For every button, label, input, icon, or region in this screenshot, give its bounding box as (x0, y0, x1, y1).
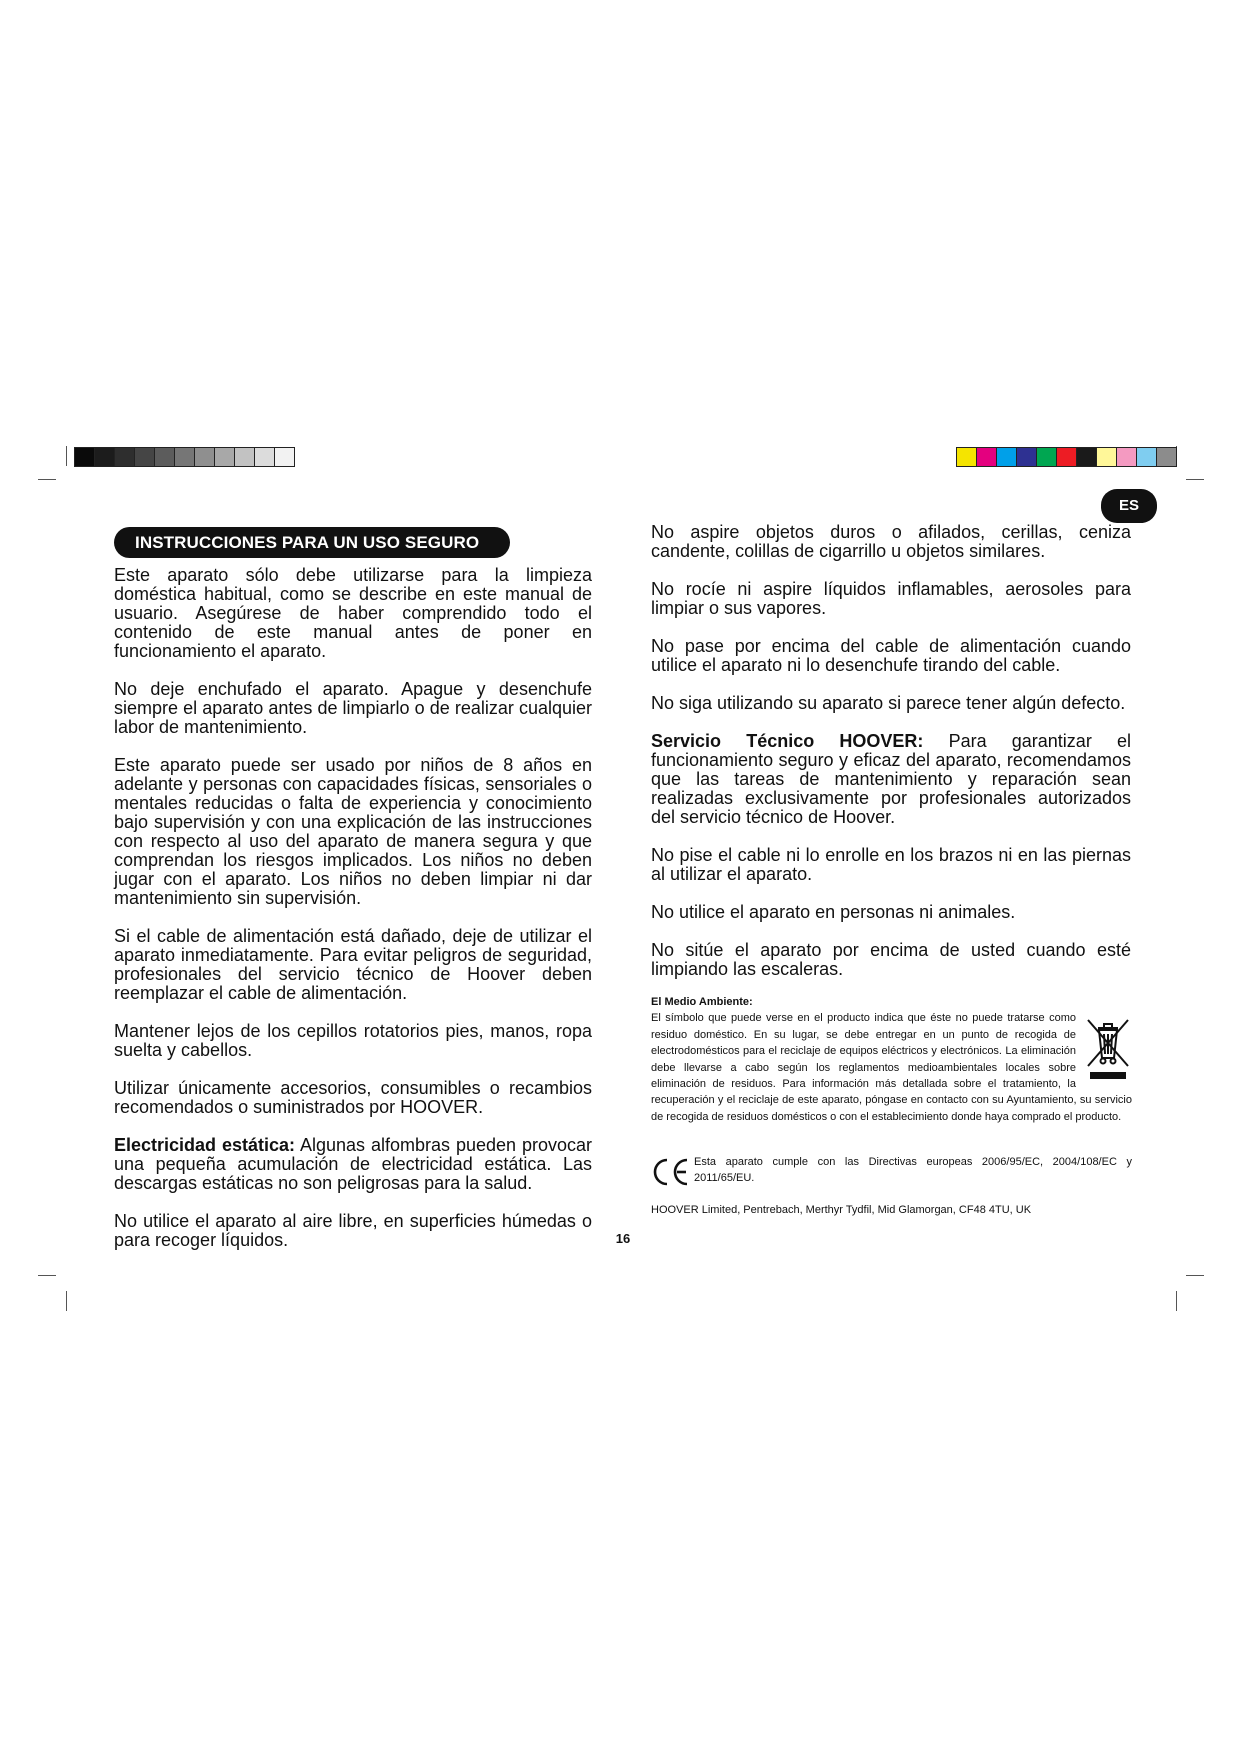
gray-swatch (235, 448, 255, 466)
section-heading: INSTRUCCIONES PARA UN USO SEGURO (114, 527, 510, 558)
gray-swatch (255, 448, 275, 466)
static-title: Electricidad estática: (114, 1135, 296, 1155)
static-text: Algunas alfombras pueden provocar una pequeña acumulación de electricidad estática. Las descargas estáticas no son peligrosas para la salud. (114, 1135, 592, 1193)
gray-swatch (75, 448, 95, 466)
color-swatch (1077, 448, 1097, 466)
paragraph-usage: Este aparato sólo debe utilizarse para la limpieza doméstica habitual, como se describe en este manual de usuario. Asegúrese de haber comprendido todo el contenido de este manual antes de poner en funcionamiento el aparato. (114, 565, 592, 661)
crop-mark-bottom-right-v (1176, 1291, 1177, 1311)
environment-section (651, 994, 1132, 1125)
weee-crossed-bin-icon (1084, 1016, 1132, 1082)
color-swatch (957, 448, 977, 466)
crop-mark-bottom-left-h (38, 1275, 56, 1276)
crop-mark-top-left-h (38, 479, 56, 480)
crop-mark-bottom-right-h (1186, 1275, 1204, 1276)
gray-swatch (195, 448, 215, 466)
gray-swatch (275, 448, 294, 466)
grayscale-color-bar (74, 447, 295, 467)
paragraph-flammable: No rocíe ni aspire líquidos inflamables, aerosoles para limpiar o sus vapores. (651, 579, 1131, 618)
color-swatch (1137, 448, 1157, 466)
paragraph-cable-step: No pise el cable ni lo enrolle en los brazos ni en las piernas al utilizar el aparato. (651, 845, 1131, 884)
crop-mark-top-left-v (66, 446, 67, 466)
cmyk-color-bar (956, 447, 1177, 467)
service-text: Para garantizar el funcionamiento seguro y eficaz del aparato, recomendamos que las tareas de mantenimiento y reparación sean realizadas exclusivamente por profesionales autorizados del servicio técnico de Hoover. (651, 731, 1131, 827)
right-column (651, 523, 1131, 998)
paragraph-outdoor: No utilice el aparato al aire libre, en superficies húmedas o para recoger líquidos. (114, 1211, 592, 1250)
paragraph-damaged-cable: Si el cable de alimentación está dañado, deje de utilizar el aparato inmediatamente. Para evitar peligros de seguridad, profesionales del servicio técnico de Hoover deben reemplazar el cable de alimentación. (114, 926, 592, 1003)
color-swatch (1017, 448, 1037, 466)
left-column (114, 566, 592, 1269)
paragraph-brushes: Mantener lejos de los cepillos rotatorios pies, manos, ropa suelta y cabellos. (114, 1021, 592, 1060)
environment-title: El Medio Ambiente: (651, 996, 753, 1008)
ce-mark-icon (651, 1156, 691, 1188)
ce-text: Esta aparato cumple con las Directivas europeas 2006/95/EC, 2004/108/EC y 2011/65/EU. (694, 1156, 1132, 1184)
color-swatch (977, 448, 997, 466)
paragraph-accessories: Utilizar únicamente accesorios, consumibles o recambios recomendados o suministrados por HOOVER. (114, 1078, 592, 1117)
gray-swatch (95, 448, 115, 466)
color-swatch (997, 448, 1017, 466)
paragraph-children: Este aparato puede ser usado por niños de 8 años en adelante y personas con capacidades físicas, sensoriales o mentales reducidas o falta de experiencia y conocimiento bajo supervisión y con una explicación de las instrucciones con respecto al uso del aparato de manera segura y que comprendan los riesgos implicados. Los niños no deben jugar con el aparato. Los niños no deben limpiar ni dar mantenimiento sin supervisión. (114, 755, 592, 908)
paragraph-static (114, 1136, 592, 1193)
color-swatch (1037, 448, 1057, 466)
language-badge: ES (1101, 489, 1157, 523)
gray-swatch (115, 448, 135, 466)
gray-swatch (175, 448, 195, 466)
color-swatch (1117, 448, 1137, 466)
paragraph-unplug: No deje enchufado el aparato. Apague y desenchufe siempre el aparato antes de limpiarlo o de realizar cualquier labor de mantenimiento. (114, 679, 592, 737)
gray-swatch (155, 448, 175, 466)
gray-swatch (135, 448, 155, 466)
color-swatch (1057, 448, 1077, 466)
manufacturer-address: HOOVER Limited, Pentrebach, Merthyr Tydfil, Mid Glamorgan, CF48 4TU, UK (651, 1204, 1032, 1216)
paragraph-cable-run-over: No pase por encima del cable de alimentación cuando utilice el aparato ni lo desenchufe tirando del cable. (651, 636, 1131, 675)
gray-swatch (215, 448, 235, 466)
service-title: Servicio Técnico HOOVER: (651, 731, 924, 751)
crop-mark-bottom-left-v (66, 1291, 67, 1311)
crop-mark-top-right-h (1186, 479, 1204, 480)
paragraph-stairs: No sitúe el aparato por encima de usted cuando esté limpiando las escaleras. (651, 940, 1131, 979)
paragraph-service (651, 732, 1131, 827)
color-swatch (1157, 448, 1176, 466)
page-number: 16 (615, 1231, 631, 1246)
paragraph-hard-objects: No aspire objetos duros o afilados, cerillas, ceniza candente, colillas de cigarrillo u objetos similares. (651, 522, 1131, 561)
color-swatch (1097, 448, 1117, 466)
paragraph-defect: No siga utilizando su aparato si parece tener algún defecto. (651, 693, 1126, 713)
paragraph-people-animals: No utilice el aparato en personas ni animales. (651, 902, 1016, 922)
environment-text: El símbolo que puede verse en el producto indica que éste no puede tratarse como residuo doméstico. En su lugar, se debe entregar en un punto de recogida de electrodomésticos para el reciclaje de equipos eléctricos y electrónicos. La eliminación debe llevarse a cabo según los reglamentos medioambientales locales sobre eliminación de residuos. Para información más detallada sobre el tratamiento, la recuperación y el reciclaje de este aparato, póngase en contacto con su Ayuntamiento, su servicio de recogida de residuos domésticos o con el establecimiento donde haya comprado el producto. (651, 1012, 1132, 1123)
